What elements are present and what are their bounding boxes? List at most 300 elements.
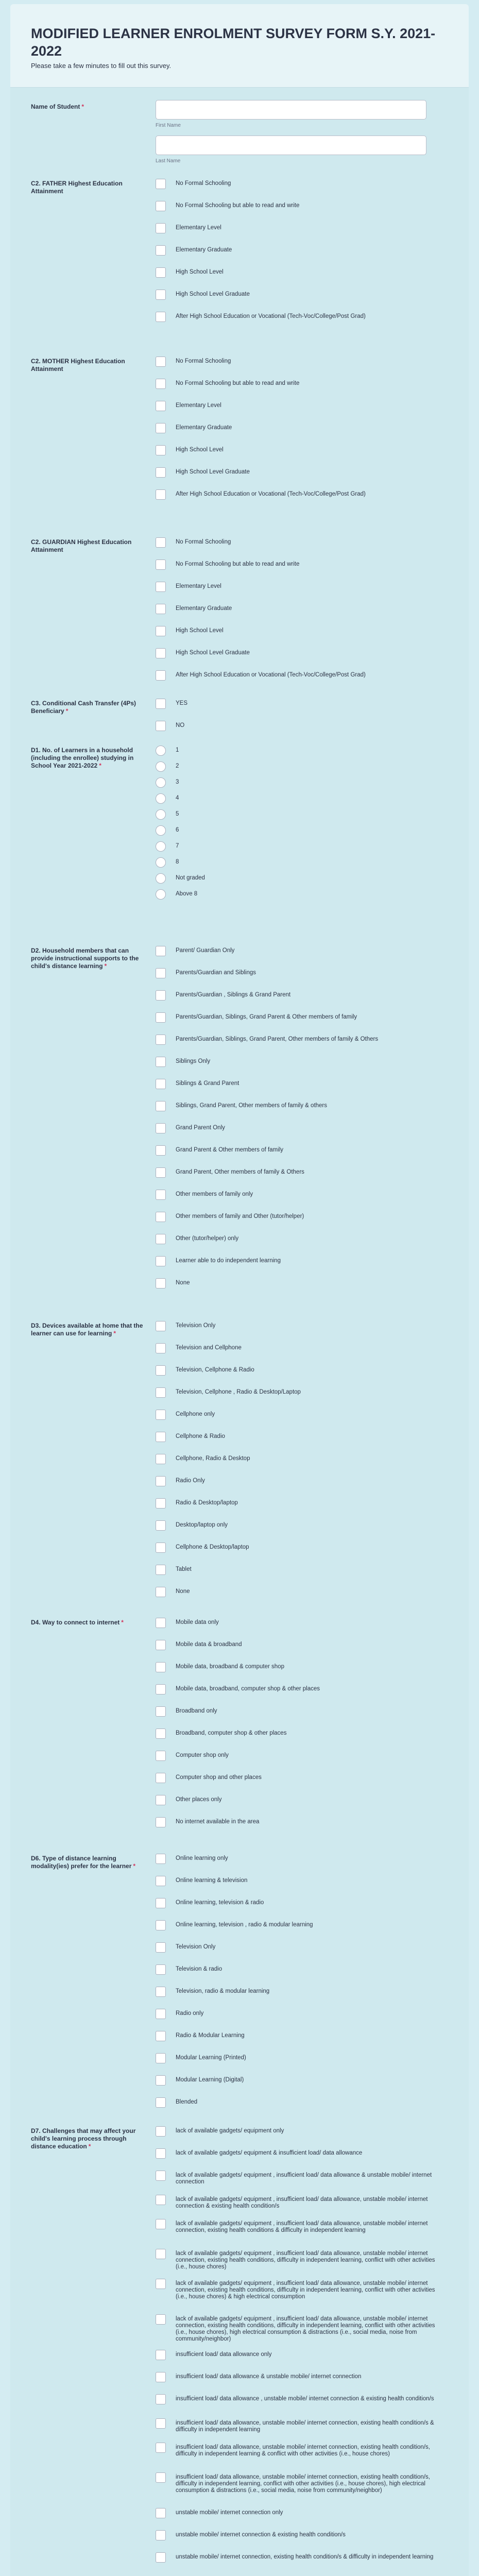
checkbox-option[interactable] (156, 1056, 444, 1070)
radio-option[interactable] (156, 841, 444, 854)
checkbox[interactable] (156, 946, 166, 956)
checkbox[interactable] (156, 1587, 166, 1597)
checkbox-option[interactable] (156, 1728, 444, 1741)
last-name-sublabel: Last Name (156, 158, 181, 164)
checkbox[interactable] (156, 990, 166, 1001)
checkbox[interactable] (156, 1876, 166, 1886)
checkbox[interactable] (156, 2053, 166, 2063)
checkbox-option[interactable] (156, 1520, 444, 1533)
option-label: After High School Education or Vocational (Tech-Voc/College/Post Grad) (176, 491, 366, 497)
checkbox[interactable] (156, 489, 166, 500)
option-label: None (176, 1588, 190, 1595)
option-label: Parent/ Guardian Only (176, 947, 235, 954)
checkbox-option[interactable] (156, 2349, 444, 2363)
radio-button[interactable] (156, 745, 166, 756)
option-label: insufficient load/ data allowance only (176, 2351, 272, 2358)
option-label: Modular Learning (Digital) (176, 2077, 244, 2083)
checkbox-option[interactable] (156, 245, 444, 258)
checkbox-option[interactable] (156, 1012, 444, 1025)
checkbox[interactable] (156, 1432, 166, 1442)
radio-option[interactable] (156, 857, 444, 870)
option-label: Parents/Guardian , Siblings & Grand Parent (176, 992, 291, 998)
option-label: No internet available in the area (176, 1819, 260, 1825)
option-label: Elementary Graduate (176, 605, 232, 612)
checkbox[interactable] (156, 582, 166, 592)
checkbox-option[interactable] (156, 1942, 444, 1955)
checkbox[interactable] (156, 1167, 166, 1178)
checkbox-option[interactable] (156, 1476, 444, 1489)
first-name-input[interactable] (156, 100, 426, 120)
checkbox[interactable] (156, 1706, 166, 1717)
option-label: Grand Parent Only (176, 1125, 225, 1131)
option-label: 5 (176, 811, 179, 817)
question-label-text: D1. No. of Learners in a household (including the enrollee) studying in School Year 2021-2022 (31, 747, 134, 769)
option-label: No Formal Schooling but able to read and write (176, 202, 300, 209)
option-label: Siblings, Grand Parent, Other members of family & others (176, 1103, 328, 1109)
checkbox-option[interactable] (156, 2075, 444, 2088)
checkbox[interactable] (156, 721, 166, 731)
checkbox-option[interactable] (156, 1167, 444, 1180)
option-label: lack of available gadgets/ equipment & insufficient load/ data allowance (176, 2150, 363, 2156)
checkbox-option[interactable] (156, 400, 444, 414)
option-label: Elementary Level (176, 402, 221, 409)
checkbox-option[interactable] (156, 2371, 444, 2385)
checkbox-option[interactable] (156, 1189, 444, 1202)
option-label: Elementary Graduate (176, 425, 232, 431)
checkbox-option[interactable] (156, 2442, 444, 2455)
option-label: Elementary Level (176, 583, 221, 589)
option-label: High School Level Graduate (176, 291, 250, 297)
option-label: Siblings Only (176, 1058, 211, 1064)
checkbox[interactable] (156, 1012, 166, 1023)
checkbox-option[interactable] (156, 2530, 444, 2543)
checkbox[interactable] (156, 2195, 166, 2205)
checkbox[interactable] (156, 223, 166, 233)
checkbox-option[interactable] (156, 311, 444, 325)
name-of-student-text: Name of Student (31, 103, 80, 110)
option-label: unstable mobile/ internet connection, existing health condition/s & difficulty in independent learning (176, 2554, 434, 2560)
checkbox-option[interactable] (156, 1706, 444, 1719)
checkbox-option[interactable] (156, 2170, 444, 2183)
checkbox[interactable] (156, 245, 166, 256)
checkbox[interactable] (156, 560, 166, 570)
radio-option[interactable] (156, 745, 444, 758)
checkbox-option[interactable] (156, 445, 444, 458)
question-label-text: C2. FATHER Highest Education Attainment (31, 180, 123, 195)
checkbox[interactable] (156, 2249, 166, 2259)
option-label: Siblings & Grand Parent (176, 1080, 239, 1087)
checkbox[interactable] (156, 267, 166, 278)
checkbox-option[interactable] (156, 2472, 444, 2494)
option-label: Broadband, computer shop & other places (176, 1730, 287, 1736)
checkbox[interactable] (156, 604, 166, 614)
option-label: Television and Cellphone (176, 1345, 242, 1351)
checkbox[interactable] (156, 2472, 166, 2483)
checkbox-option[interactable] (156, 489, 444, 502)
checkbox[interactable] (156, 2171, 166, 2181)
option-label: Cellphone only (176, 1411, 215, 1417)
checkbox[interactable] (156, 1410, 166, 1420)
option-label: Elementary Level (176, 225, 221, 231)
option-label: lack of available gadgets/ equipment , insufficient load/ data allowance & unstable mobile/ internet connection (176, 2172, 432, 2185)
option-label: Tablet (176, 1566, 192, 1572)
checkbox-option[interactable] (156, 1684, 444, 1697)
checkbox[interactable] (156, 2009, 166, 2019)
checkbox-option[interactable] (156, 200, 444, 214)
option-label: Above 8 (176, 891, 198, 897)
radio-option[interactable] (156, 761, 444, 774)
required-mark: * (81, 103, 84, 110)
checkbox[interactable] (156, 1365, 166, 1376)
checkbox-option[interactable] (156, 625, 444, 639)
checkbox-option[interactable] (156, 1662, 444, 1675)
radio-option[interactable] (156, 777, 444, 790)
checkbox[interactable] (156, 1498, 166, 1509)
option-label: Elementary Graduate (176, 247, 232, 253)
option-label: Television, Cellphone & Radio (176, 1367, 254, 1373)
checkbox[interactable] (156, 1321, 166, 1331)
radio-button[interactable] (156, 761, 166, 772)
option-label: Radio Only (176, 1478, 205, 1484)
checkbox-option[interactable] (156, 720, 444, 734)
checkbox[interactable] (156, 2530, 166, 2540)
option-label: 8 (176, 859, 179, 865)
checkbox-option[interactable] (156, 648, 444, 661)
checkbox-option[interactable] (156, 422, 444, 436)
radio-button[interactable] (156, 841, 166, 852)
option-label: None (176, 1280, 190, 1286)
checkbox-option[interactable] (156, 267, 444, 280)
checkbox-option[interactable] (156, 1078, 444, 1092)
checkbox[interactable] (156, 1854, 166, 1864)
checkbox[interactable] (156, 312, 166, 322)
checkbox-option[interactable] (156, 537, 444, 550)
checkbox-option[interactable] (156, 1750, 444, 1764)
checkbox-option[interactable] (156, 1897, 444, 1911)
radio-option[interactable] (156, 793, 444, 806)
question-label-text: C2. GUARDIAN Highest Education Attainment (31, 538, 132, 553)
checkbox[interactable] (156, 2372, 166, 2382)
checkbox[interactable] (156, 1387, 166, 1398)
option-label: Grand Parent, Other members of family & Others (176, 1169, 304, 1175)
checkbox[interactable] (156, 1898, 166, 1908)
checkbox[interactable] (156, 1543, 166, 1553)
checkbox-option[interactable] (156, 1100, 444, 1114)
checkbox[interactable] (156, 1101, 166, 1111)
option-label: lack of available gadgets/ equipment , insufficient load/ data allowance, unstable mobile/ internet connection & existing health condition/s (176, 2196, 428, 2209)
question-label (31, 747, 149, 770)
checkbox-option[interactable] (156, 1617, 444, 1631)
checkbox-option[interactable] (156, 2394, 444, 2407)
checkbox[interactable] (156, 1684, 166, 1694)
checkbox-option[interactable] (156, 178, 444, 192)
option-label: Mobile data, broadband, computer shop & other places (176, 1686, 320, 1692)
option-label: Computer shop only (176, 1752, 229, 1758)
checkbox[interactable] (156, 467, 166, 478)
radio-button[interactable] (156, 889, 166, 900)
checkbox[interactable] (156, 357, 166, 367)
question-label-text: C2. MOTHER Highest Education Attainment (31, 358, 125, 372)
checkbox[interactable] (156, 1190, 166, 1200)
checkbox-option[interactable] (156, 990, 444, 1003)
checkbox[interactable] (156, 1079, 166, 1089)
option-label: Not graded (176, 875, 205, 881)
option-label: Cellphone, Radio & Desktop (176, 1455, 250, 1462)
option-label: lack of available gadgets/ equipment , insufficient load/ data allowance, unstable mobile/ internet connection, existing health conditions, difficulty in independent learning, conflict with other activities (i.e., house chores) & high electrical consumption (176, 2280, 435, 2300)
checkbox[interactable] (156, 1057, 166, 1067)
checkbox-option[interactable] (156, 603, 444, 617)
checkbox-option[interactable] (156, 1986, 444, 1999)
checkbox[interactable] (156, 290, 166, 300)
checkbox-option[interactable] (156, 559, 444, 572)
checkbox[interactable] (156, 2097, 166, 2108)
checkbox[interactable] (156, 1454, 166, 1464)
question-label-text: D3. Devices available at home that the learner can use for learning (31, 1322, 143, 1337)
checkbox-option[interactable] (156, 1920, 444, 1933)
option-label: No Formal Schooling but able to read and write (176, 561, 300, 567)
option-label: 3 (176, 779, 179, 785)
checkbox-option[interactable] (156, 2248, 444, 2270)
checkbox[interactable] (156, 379, 166, 389)
checkbox[interactable] (156, 1212, 166, 1222)
checkbox[interactable] (156, 2443, 166, 2453)
checkbox-option[interactable] (156, 2218, 444, 2232)
checkbox-option[interactable] (156, 1964, 444, 1977)
checkbox-option[interactable] (156, 2053, 444, 2066)
option-label: Other places only (176, 1797, 222, 1803)
checkbox-option[interactable] (156, 581, 444, 595)
checkbox-option[interactable] (156, 1145, 444, 1158)
checkbox-option[interactable] (156, 1817, 444, 1830)
checkbox-option[interactable] (156, 289, 444, 302)
option-label: YES (176, 700, 188, 706)
checkbox-option[interactable] (156, 1542, 444, 1555)
option-label: 6 (176, 827, 179, 833)
last-name-input[interactable] (156, 135, 426, 155)
question-label-text: D2. Household members that can provide instructional supports to the child's distance learning (31, 947, 139, 970)
checkbox[interactable] (156, 1123, 166, 1133)
checkbox-option[interactable] (156, 2126, 444, 2139)
option-label: Computer shop and other places (176, 1774, 262, 1781)
question-label (31, 1855, 149, 1870)
radio-button[interactable] (156, 873, 166, 884)
name-of-student-label (31, 103, 149, 111)
option-label: Online learning & television (176, 1877, 248, 1884)
checkbox[interactable] (156, 1476, 166, 1486)
question-label (31, 1322, 149, 1337)
first-name-sublabel: First Name (156, 123, 181, 128)
required-mark: * (65, 707, 69, 715)
checkbox[interactable] (156, 2394, 166, 2404)
checkbox[interactable] (156, 2031, 166, 2041)
radio-option[interactable] (156, 809, 444, 822)
option-label: Modular Learning (Printed) (176, 2055, 246, 2061)
option-label: Television & radio (176, 1966, 223, 1972)
checkbox-option[interactable] (156, 1639, 444, 1653)
checkbox-option[interactable] (156, 1387, 444, 1400)
option-label: unstable mobile/ internet connection only (176, 2510, 283, 2516)
checkbox-option[interactable] (156, 1343, 444, 1356)
checkbox-option[interactable] (156, 698, 444, 711)
checkbox[interactable] (156, 1751, 166, 1761)
checkbox-option[interactable] (156, 1431, 444, 1445)
question-label (31, 358, 149, 373)
radio-button[interactable] (156, 825, 166, 836)
checkbox[interactable] (156, 2314, 166, 2325)
checkbox[interactable] (156, 1278, 166, 1289)
checkbox-option[interactable] (156, 1875, 444, 1889)
checkbox-option[interactable] (156, 1586, 444, 1600)
checkbox-option[interactable] (156, 356, 444, 369)
question-label-text: C3. Conditional Cash Transfer (4Ps) Beneficiary (31, 700, 136, 715)
checkbox[interactable] (156, 1942, 166, 1953)
checkbox-option[interactable] (156, 945, 444, 959)
checkbox-option[interactable] (156, 2030, 444, 2044)
checkbox[interactable] (156, 1035, 166, 1045)
checkbox-option[interactable] (156, 2148, 444, 2161)
checkbox[interactable] (156, 423, 166, 433)
checkbox-option[interactable] (156, 1233, 444, 1247)
checkbox[interactable] (156, 968, 166, 978)
checkbox[interactable] (156, 1343, 166, 1353)
checkbox-option[interactable] (156, 2278, 444, 2300)
form-header (10, 4, 469, 88)
checkbox-option[interactable] (156, 2507, 444, 2521)
checkbox-option[interactable] (156, 1320, 444, 1334)
checkbox-option[interactable] (156, 1123, 444, 1136)
checkbox[interactable] (156, 537, 166, 548)
checkbox[interactable] (156, 648, 166, 658)
radio-button[interactable] (156, 793, 166, 804)
checkbox-option[interactable] (156, 2097, 444, 2110)
option-label: 1 (176, 747, 179, 753)
checkbox-option[interactable] (156, 1256, 444, 1269)
question-label (31, 2127, 149, 2150)
checkbox[interactable] (156, 1618, 166, 1628)
checkbox-option[interactable] (156, 968, 444, 981)
checkbox-option[interactable] (156, 1034, 444, 1047)
checkbox[interactable] (156, 1145, 166, 1156)
option-label: insufficient load/ data allowance, unstable mobile/ internet connection, existing health condition/s & difficulty in independent learning (176, 2420, 434, 2433)
checkbox[interactable] (156, 1256, 166, 1266)
option-label: Other members of family only (176, 1191, 253, 1197)
radio-option[interactable] (156, 889, 444, 902)
checkbox-option[interactable] (156, 1211, 444, 1225)
option-label: insufficient load/ data allowance & unstable mobile/ internet connection (176, 2374, 362, 2380)
required-mark: * (99, 762, 101, 769)
option-label: Cellphone & Radio (176, 1433, 225, 1439)
checkbox-option[interactable] (156, 1794, 444, 1808)
checkbox-option[interactable] (156, 2194, 444, 2208)
option-label: lack of available gadgets/ equipment , insufficient load/ data allowance, unstable mobile/ internet connection, existing health conditions & difficulty in independent learning (176, 2221, 428, 2233)
checkbox[interactable] (156, 626, 166, 636)
checkbox[interactable] (156, 201, 166, 211)
checkbox[interactable] (156, 179, 166, 189)
radio-option[interactable] (156, 873, 444, 886)
checkbox[interactable] (156, 1728, 166, 1739)
checkbox-option[interactable] (156, 1564, 444, 1578)
checkbox-option[interactable] (156, 670, 444, 683)
checkbox[interactable] (156, 445, 166, 455)
form-subtitle: Please take a few minutes to fill out this survey. (31, 62, 172, 70)
checkbox[interactable] (156, 1565, 166, 1575)
question-label-text: D4. Way to connect to internet (31, 1619, 120, 1626)
checkbox[interactable] (156, 2350, 166, 2360)
checkbox-option[interactable] (156, 1853, 444, 1867)
checkbox[interactable] (156, 1920, 166, 1930)
checkbox[interactable] (156, 1640, 166, 1650)
option-label: Other (tutor/helper) only (176, 1235, 239, 1242)
option-label: Television Only (176, 1323, 216, 1329)
checkbox[interactable] (156, 1662, 166, 1672)
checkbox-option[interactable] (156, 1498, 444, 1511)
question-label-text: D6. Type of distance learning modality(ies) prefer for the learner (31, 1855, 132, 1870)
radio-button[interactable] (156, 777, 166, 788)
checkbox-option[interactable] (156, 378, 444, 392)
checkbox[interactable] (156, 2219, 166, 2229)
required-mark: * (113, 1330, 116, 1337)
checkbox[interactable] (156, 1520, 166, 1531)
checkbox-option[interactable] (156, 2008, 444, 2022)
question-label (31, 1619, 149, 1626)
checkbox[interactable] (156, 2075, 166, 2086)
checkbox-option[interactable] (156, 1278, 444, 1291)
checkbox[interactable] (156, 670, 166, 681)
option-label: Radio only (176, 2010, 204, 2016)
checkbox[interactable] (156, 2126, 166, 2137)
checkbox-option[interactable] (156, 2552, 444, 2565)
option-label: Mobile data & broadband (176, 1641, 242, 1648)
checkbox-option[interactable] (156, 1409, 444, 1422)
checkbox[interactable] (156, 2508, 166, 2518)
checkbox[interactable] (156, 2279, 166, 2289)
checkbox-option[interactable] (156, 2418, 444, 2431)
option-label: 4 (176, 795, 179, 801)
checkbox[interactable] (156, 2552, 166, 2563)
option-label: Cellphone & Desktop/laptop (176, 1544, 249, 1550)
required-mark: * (88, 2143, 91, 2150)
checkbox[interactable] (156, 1964, 166, 1975)
checkbox[interactable] (156, 699, 166, 709)
option-label: Online learning, television , radio & modular learning (176, 1922, 313, 1928)
checkbox-option[interactable] (156, 1453, 444, 1467)
checkbox[interactable] (156, 1987, 166, 1997)
checkbox[interactable] (156, 2148, 166, 2159)
option-label: Mobile data, broadband & computer shop (176, 1664, 284, 1670)
checkbox-option[interactable] (156, 1772, 444, 1786)
checkbox-option[interactable] (156, 467, 444, 480)
option-label: Broadband only (176, 1708, 217, 1714)
radio-button[interactable] (156, 809, 166, 820)
required-mark: * (133, 1862, 136, 1870)
checkbox-option[interactable] (156, 1365, 444, 1378)
checkbox[interactable] (156, 1795, 166, 1805)
option-label: After High School Education or Vocational (Tech-Voc/College/Post Grad) (176, 672, 366, 678)
checkbox[interactable] (156, 1234, 166, 1244)
checkbox-option[interactable] (156, 223, 444, 236)
option-label: Parents/Guardian, Siblings, Grand Parent & Other members of family (176, 1014, 357, 1020)
radio-button[interactable] (156, 857, 166, 868)
checkbox[interactable] (156, 1817, 166, 1827)
option-label: No Formal Schooling (176, 180, 231, 187)
option-label: lack of available gadgets/ equipment , insufficient load/ data allowance, unstable mobile/ internet connection, existing health conditions, difficulty in independent learning, conflict with other activities (i.e., house chores) (176, 2250, 435, 2270)
radio-option[interactable] (156, 825, 444, 838)
option-label: High School Level Graduate (176, 469, 250, 475)
checkbox[interactable] (156, 2418, 166, 2429)
checkbox[interactable] (156, 401, 166, 411)
checkbox-option[interactable] (156, 2314, 444, 2342)
checkbox[interactable] (156, 1773, 166, 1783)
